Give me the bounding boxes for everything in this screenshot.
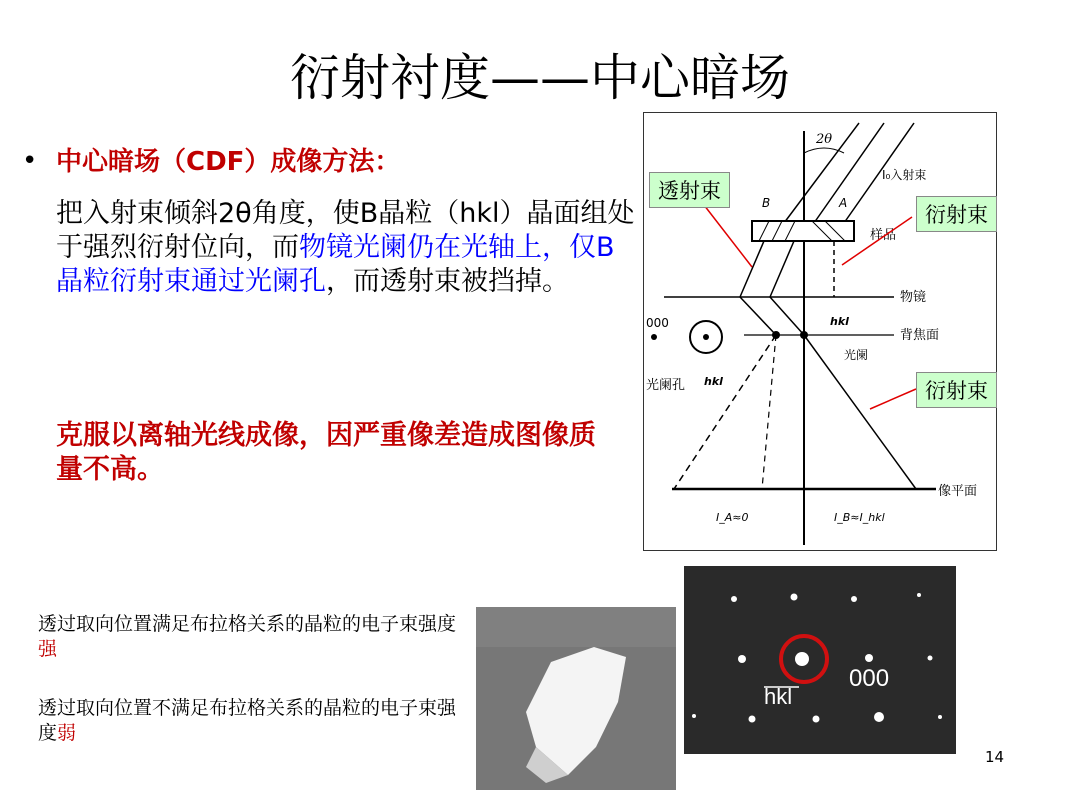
slide-title: 衍射衬度——中心暗场 xyxy=(290,49,790,107)
sad-origin-label: 000 xyxy=(849,665,890,692)
note-strong xyxy=(38,612,458,662)
origin-dot xyxy=(651,334,657,340)
diffraction-spot xyxy=(692,714,696,718)
page-number: 14 xyxy=(985,748,1005,766)
image-plane-label: 像平面 xyxy=(938,484,978,499)
incident-label: I₀入射束 xyxy=(882,168,927,182)
back-focal-label: 背焦面 xyxy=(900,328,940,343)
micrograph-shading xyxy=(476,607,676,647)
diffraction-spot xyxy=(791,594,798,601)
method-text-part3: ，而透射束被挡掉。 xyxy=(326,266,569,297)
grain-b-label: B xyxy=(762,196,771,210)
image-ray xyxy=(674,335,776,489)
bullet-marker: • xyxy=(22,146,38,176)
aperture-label: 光阑 xyxy=(844,348,869,362)
ib-label: I_B≈I_hkl xyxy=(834,511,885,524)
transmitted-spot xyxy=(795,652,809,666)
drawback-paragraph: 克服以离轴光线成像，因严重像差造成图像质量不高。 xyxy=(56,420,596,485)
sad-pattern xyxy=(684,566,956,754)
ia-label: I_A≈0 xyxy=(716,511,749,524)
diffraction-spot xyxy=(917,593,921,597)
diffraction-spot xyxy=(749,716,756,723)
hkl-left-label: hkl xyxy=(704,375,723,388)
callout-transmitted-beam: 透射束 xyxy=(649,172,730,208)
objective-label: 物镜 xyxy=(900,290,927,305)
diffraction-spot xyxy=(938,715,942,719)
diffracted-beam xyxy=(740,297,776,335)
aperture-center xyxy=(703,334,709,340)
note-strong-emphasis: 强 xyxy=(38,638,58,660)
callout-diffracted-beam-bottom: 衍射束 xyxy=(916,372,997,408)
diffracted-beam xyxy=(770,241,794,297)
callout-pointer xyxy=(704,205,752,267)
diffracted-beam xyxy=(740,241,764,297)
image-ray xyxy=(762,335,776,489)
cdf-heading: 中心暗场（CDF）成像方法： xyxy=(56,147,401,177)
diffraction-spot xyxy=(928,656,933,661)
method-text-part1: 把入射束倾斜2θ角度，使B晶粒（hkl）晶面组处于强烈衍射位向，而 xyxy=(56,198,635,263)
note-weak-text: 透过取向位置不满足布拉格关系的晶粒的电子束强度 xyxy=(38,697,457,744)
callout-diffracted-beam-top: 衍射束 xyxy=(916,196,997,232)
micrograph-svg xyxy=(476,607,676,790)
note-weak xyxy=(38,696,458,746)
grain-a-label: A xyxy=(839,196,848,210)
hkl-right-label: hkl xyxy=(830,315,849,328)
dark-field-micrograph xyxy=(476,607,676,790)
diffraction-spot xyxy=(813,716,820,723)
diffraction-spot xyxy=(731,596,737,602)
diffracted-beam xyxy=(770,297,804,335)
sad-pattern-svg xyxy=(684,566,956,754)
diffraction-spot xyxy=(851,596,857,602)
method-text-highlight: 物镜光阑仍在光轴上，仅B晶粒衍射束通过光阑孔 xyxy=(56,232,615,297)
note-weak-emphasis: 弱 xyxy=(57,722,77,744)
sample-label: 样品 xyxy=(870,228,897,243)
sad-background xyxy=(684,566,956,754)
aperture-hole-label: 光阑孔 xyxy=(646,378,686,393)
angle-label: 2θ xyxy=(816,132,833,147)
sad-hkl-label: hkl xyxy=(764,684,793,709)
callout-pointer xyxy=(870,389,916,409)
note-strong-text: 透过取向位置满足布拉格关系的晶粒的电子束强度 xyxy=(38,613,457,635)
diffraction-spot xyxy=(865,654,873,662)
diffraction-spot xyxy=(874,712,884,722)
origin-label: 000 xyxy=(646,316,669,330)
diffraction-spot xyxy=(738,655,746,663)
method-paragraph xyxy=(56,197,636,299)
